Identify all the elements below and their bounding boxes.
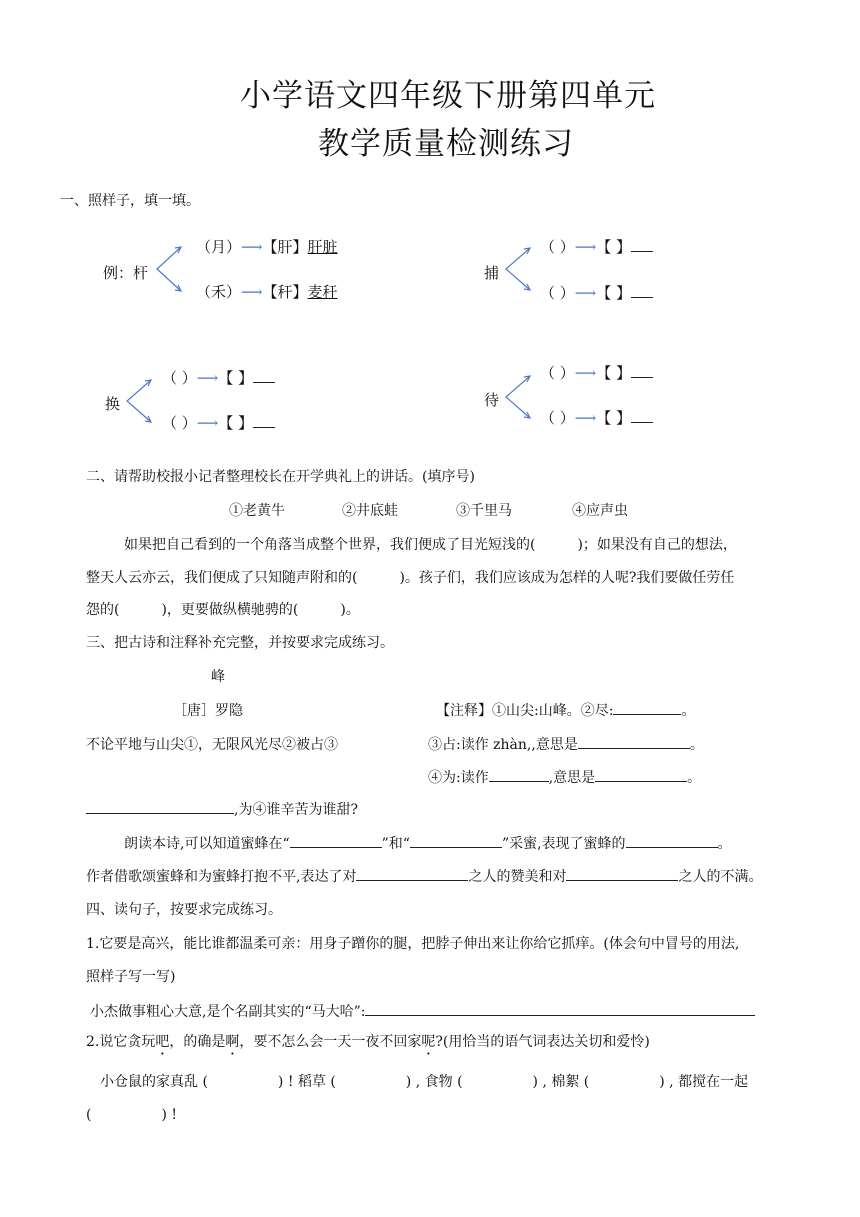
q1-answer-blank[interactable] [365,1001,755,1016]
note3 [428,767,701,787]
paren: （ ） [540,364,575,382]
bracket: 【 】 [218,369,254,387]
answer-blank[interactable] [290,833,382,848]
paren: （ ） [162,369,197,387]
title-line2: 教学质量检测练习 [318,126,574,162]
char-bu: 捕 [484,264,500,282]
option-4: ④应声虫 [572,503,628,519]
poem-author: ［唐］罗隐 [173,703,243,719]
bu-row2 [540,282,653,303]
dai-row2 [540,407,653,428]
poem-line2-end: ,为④谁辛苦为谁甜? [234,802,358,818]
huan-row1 [162,367,275,388]
s2-line3: 怨的( )，更要做纵横驰骋的( )。 [86,602,360,618]
ex-char1: 【肝】 [262,238,308,256]
arrow-right-icon: ⟶ [241,238,263,256]
example-label [103,262,148,283]
example-row1 [196,236,338,257]
example-char: 杆 [133,264,149,282]
s4-q2-answer2: ( ) ! [86,1107,177,1123]
note3-end: 。 [687,770,702,786]
q-text: ”和“ [381,836,410,852]
arrow-right-icon: ⟶ [574,238,597,256]
note1-end: 。 [681,703,696,719]
note3-text: ④为:读作 [428,770,489,786]
q-text: 2.说它贪玩 [86,1034,156,1050]
answer-blank[interactable] [253,367,275,383]
s4-q1-answer [90,1001,755,1021]
note3-blank2[interactable] [595,767,687,782]
option-1: ①老黄牛 [229,503,285,519]
s4-q1-line1: 1.它要是高兴，能比谁都温柔可亲：用身子蹭你的腿，把脖子伸出来让你给它抓痒。(体会句中冒号的用法, [86,936,740,952]
arrow-right-icon: ⟶ [574,364,597,382]
q-text: 。 [717,836,732,852]
arrow-right-icon: ⟶ [241,283,263,301]
answer-blank[interactable] [356,866,468,881]
paren: （ ） [540,238,575,256]
paren: （ ） [540,409,575,427]
q1-answer-prompt: 小杰做事粗心大意,是个名副其实的“马大哈”: [90,1004,366,1020]
example-row2 [196,281,338,302]
poem-title: 峰 [211,669,225,685]
note2 [428,734,704,754]
section3-heading: 三、把古诗和注释补充完整，并按要求完成练习。 [86,635,394,651]
s3-question1 [124,833,732,853]
bracket: 【 】 [596,409,632,427]
s4-q1-line2: 照样子写一写) [86,969,176,985]
answer-blank[interactable] [253,412,275,428]
answer-blank[interactable] [631,282,653,298]
dai-row1 [540,362,653,383]
arrow-right-icon: ⟶ [196,369,219,387]
note1-text: 【注释】①山尖:山峰。②尽: [436,703,614,719]
note1-blank[interactable] [613,700,681,715]
title-line1: 小学语文四年级下册第四单元 [240,78,656,114]
s4-q2 [86,1031,650,1051]
note2-end: 。 [689,737,704,753]
poem-line1: 不论平地与山尖①，无限风光尽②被占③ [86,737,338,753]
bracket: 【 】 [218,414,254,432]
bracket: 【 】 [596,364,632,382]
poem-blank[interactable] [86,799,234,814]
q-text: 之人的不满。 [678,869,763,885]
paren: （ ） [540,284,575,302]
paren: （ ） [162,414,197,432]
bu-row1 [540,236,653,257]
s3-question2 [86,866,762,886]
dotted-char: 吧 [155,1034,170,1050]
q-text: ”采蜜,表现了蜜蜂的 [501,836,626,852]
branch-arrows-icon [153,243,183,295]
answer-blank[interactable] [631,362,653,378]
option-3: ③千里马 [456,503,512,519]
ex-word2: 麦秆 [307,283,338,301]
answer-blank[interactable] [626,833,718,848]
ex-radical1: （月） [196,238,242,256]
ex-word1: 肝脏 [307,238,338,256]
note3-blank1[interactable] [489,767,549,782]
branch-arrows-icon [502,372,532,422]
note1 [436,700,695,720]
s4-q2-answer1: 小仓鼠的家真乱 ( ) ! 稻草 ( ) , 食物 ( ) , 棉絮 ( ) , 都搅在一起 [100,1074,749,1090]
dotted-char: 呢 [421,1034,436,1050]
q-text: ，要不怎么会一天一夜不回家 [239,1034,422,1050]
branch-arrows-icon [502,244,532,294]
note2-text: ③占:读作 zhàn,,意思是 [428,737,578,753]
q-text: 之人的赞美和对 [468,869,567,885]
s2-line1: 如果把自己看到的一个角落当成整个世界，我们便成了目光短浅的( )；如果没有自己的想法， [124,537,737,553]
dotted-char: 啊 [225,1034,240,1050]
section4-heading: 四、读句子，按要求完成练习。 [86,902,282,918]
huan-row2 [162,412,275,433]
answer-blank[interactable] [566,866,678,881]
char-dai: 待 [484,391,500,409]
ex-char2: 【秆】 [262,283,308,301]
section1-heading: 一、照样子，填一填。 [60,193,200,209]
q-text: ，的确是 [169,1034,226,1050]
arrow-right-icon: ⟶ [574,409,597,427]
arrow-right-icon: ⟶ [196,414,219,432]
ex-radical2: （禾） [196,283,242,301]
char-huan: 换 [105,395,121,413]
s2-line2: 整天人云亦云，我们便成了只知随声附和的( )。孩子们，我们应该成为怎样的人呢?我们要做任劳任 [86,570,735,586]
bracket: 【 】 [596,284,632,302]
section2-heading: 二、请帮助校报小记者整理校长在开学典礼上的讲话。(填序号) [86,469,475,485]
option-2: ②井底蛙 [342,503,398,519]
answer-blank[interactable] [631,236,653,252]
q-text: ?(用恰当的语气词表达关切和爱怜) [435,1034,650,1050]
q-text: 朗读本诗,可以知道蜜蜂在“ [124,836,290,852]
answer-blank[interactable] [631,407,653,423]
note2-blank[interactable] [578,734,690,749]
example-label-text: 例： [103,264,134,282]
arrow-right-icon: ⟶ [574,284,597,302]
answer-blank[interactable] [410,833,502,848]
q-text: 作者借歌颂蜜蜂和为蜜蜂打抱不平,表达了对 [86,869,357,885]
poem-line2 [86,799,358,819]
branch-arrows-icon [123,376,153,426]
note3-mid: ,意思是 [548,770,596,786]
bracket: 【 】 [596,238,632,256]
